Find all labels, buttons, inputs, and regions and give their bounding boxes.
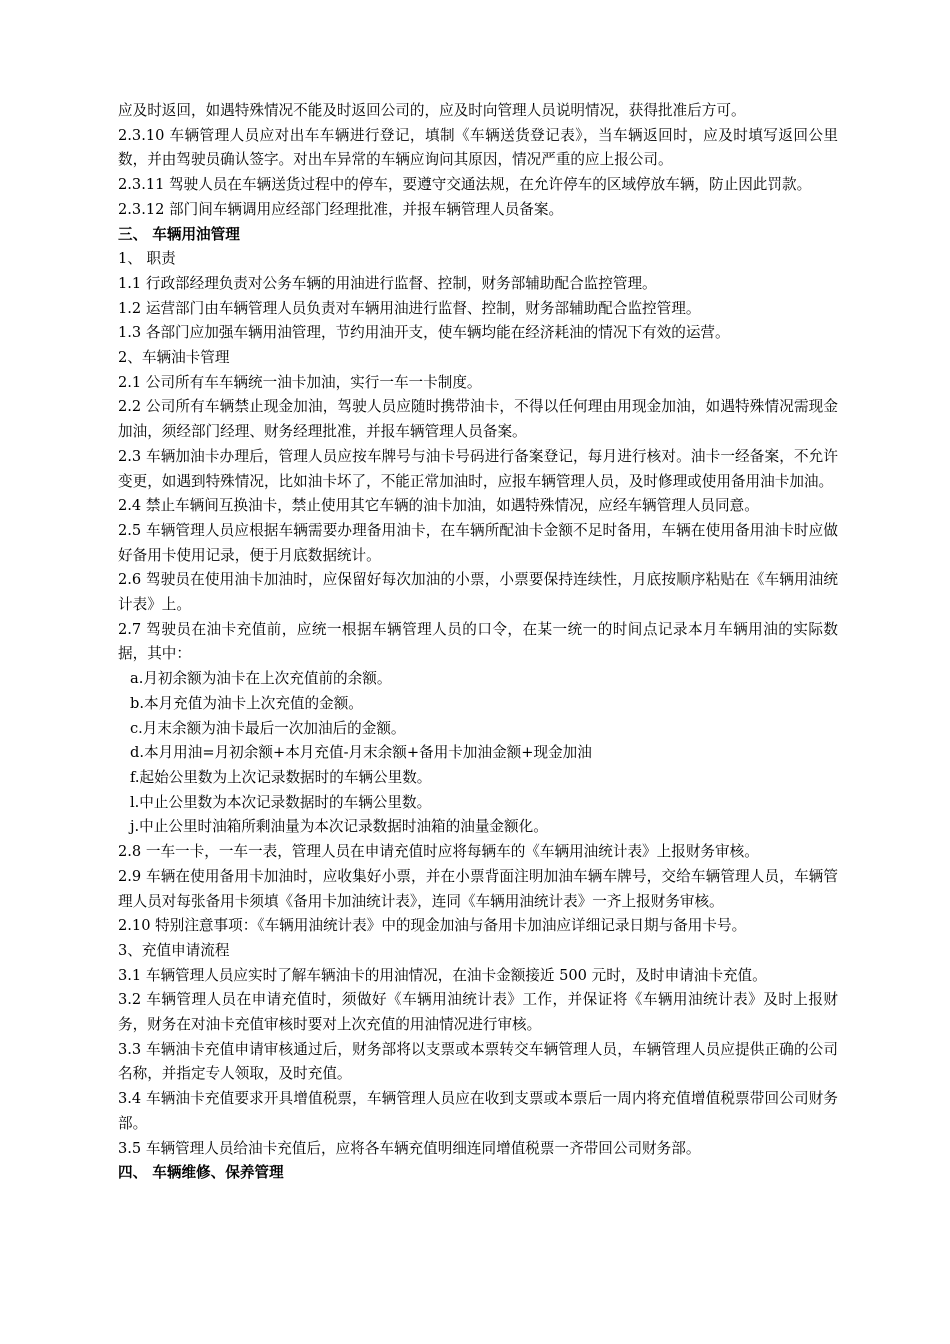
section-heading-fuel-management: 三、 车辆用油管理 [118, 225, 240, 243]
paragraph-2-1: 2.1 公司所有车车辆统一油卡加油，实行一车一卡制度。 [118, 373, 482, 391]
list-item-d: d.本月用油=月初余额+本月充值-月末余额+备用卡加油金额+现金加油 [130, 744, 592, 762]
document-page [118, 99, 838, 1186]
paragraph-3-5: 3.5 车辆管理人员给油卡充值后，应将各车辆充值明细连同增值税票一齐带回公司财务部。 [118, 1139, 701, 1157]
paragraph-3-3: 3.3 车辆油卡充值申请审核通过后，财务部将以支票或本票转交车辆管理人员，车辆管理人员应提供正确的公司名称，并指定专人领取，及时充值。 [118, 1040, 838, 1083]
subheading-fuel-card-management: 2、车辆油卡管理 [118, 349, 230, 367]
paragraph-2-2: 2.2 公司所有车辆禁止现金加油，驾驶人员应随时携带油卡，不得以任何理由用现金加油，如遇特殊情况需现金加油，须经部门经理、财务经理批准，并报车辆管理人员备案。 [118, 398, 838, 441]
list-item-j: j.中止公里时油箱所剩油量为本次记录数据时油箱的油量金额化。 [130, 818, 548, 836]
paragraph-1-2: 1.2 运营部门由车辆管理人员负责对车辆用油进行监督、控制，财务部辅助配合监控管理。 [118, 299, 701, 317]
paragraph-2-7: 2.7 驾驶员在油卡充值前，应统一根据车辆管理人员的口令，在某一统一的时间点记录本月车辆用油的实际数据，其中： [118, 620, 838, 663]
list-item-l: l.中止公里数为本次记录数据时的车辆公里数。 [130, 793, 432, 811]
paragraph-1-1: 1.1 行政部经理负责对公务车辆的用油进行监督、控制，财务部辅助配合监控管理。 [118, 274, 657, 292]
paragraph-2-4: 2.4 禁止车辆间互换油卡，禁止使用其它车辆的油卡加油，如遇特殊情况，应经车辆管理人员同意。 [118, 497, 759, 515]
list-item-b: b.本月充值为油卡上次充值的金额。 [130, 694, 363, 712]
list-item-a: a.月初余额为油卡在上次充值前的余额。 [130, 670, 392, 688]
section-heading-maintenance: 四、 车辆维修、保养管理 [118, 1164, 284, 1182]
list-item-c: c.月末余额为油卡最后一次加油后的金额。 [130, 719, 406, 737]
paragraph-return-on-time: 应及时返回，如遇特殊情况不能及时返回公司的，应及时向管理人员说明情况，获得批准后方可。 [118, 102, 746, 119]
paragraph-3-4: 3.4 车辆油卡充值要求开具增值税票，车辆管理人员应在收到支票或本票后一周内将充值增值税票带回公司财务部。 [118, 1090, 838, 1132]
paragraph-1-3: 1.3 各部门应加强车辆用油管理，节约用油开支，使车辆均能在经济耗油的情况下有效的运营。 [118, 324, 730, 342]
subheading-recharge-process: 3、充值申请流程 [118, 941, 230, 959]
paragraph-2-3-10: 2.3.10 车辆管理人员应对出车车辆进行登记，填制《车辆送货登记表》，当车辆返回时，应及时填写返回公里数，并由驾驶员确认签字。对出车异常的车辆应询问其原因，情况严重的应上报公司。 [118, 126, 838, 169]
list-item-f: f.起始公里数为上次记录数据时的车辆公里数。 [130, 768, 432, 786]
paragraph-2-9: 2.9 车辆在使用备用卡加油时，应收集好小票，并在小票背面注明加油车辆车牌号，交给车辆管理人员，车辆管理人员对每张备用卡须填《备用卡加油统计表》，连同《车辆用油统计表》一齐上报财务审核。 [118, 867, 838, 910]
paragraph-2-3: 2.3 车辆加油卡办理后，管理人员应按车牌号与油卡号码进行备案登记，每月进行核对。油卡一经备案，不允许变更，如遇到特殊情况，比如油卡坏了，不能正常加油时，应报车辆管理人员，及时修理或使用备用油卡加油。 [118, 447, 838, 490]
paragraph-2-3-11: 2.3.11 驾驶人员在车辆送货过程中的停车，要遵守交通法规，在允许停车的区域停放车辆，防止因此罚款。 [118, 176, 812, 194]
paragraph-2-8: 2.8 一车一卡，一车一表，管理人员在申请充值时应将每辆车的《车辆用油统计表》上报财务审核。 [118, 843, 759, 861]
paragraph-3-2: 3.2 车辆管理人员在申请充值时，须做好《车辆用油统计表》工作，并保证将《车辆用油统计表》及时上报财务，财务在对油卡充值审核时要对上次充值的用油情况进行审核。 [118, 991, 838, 1034]
paragraph-2-5: 2.5 车辆管理人员应根据车辆需要办理备用油卡，在车辆所配油卡金额不足时备用，车辆在使用备用油卡时应做好备用卡使用记录，便于月底数据统计。 [118, 521, 838, 564]
subheading-responsibilities: 1、 职责 [118, 250, 176, 268]
paragraph-2-6: 2.6 驾驶员在使用油卡加油时，应保留好每次加油的小票，小票要保持连续性，月底按顺序粘贴在《车辆用油统计表》上。 [118, 571, 838, 614]
paragraph-2-10: 2.10 特别注意事项：《车辆用油统计表》中的现金加油与备用卡加油应详细记录日期与备用卡号。 [118, 917, 747, 935]
paragraph-3-1: 3.1 车辆管理人员应实时了解车辆油卡的用油情况，在油卡金额接近 500 元时，及时申请油卡充值。 [118, 966, 767, 984]
paragraph-2-3-12: 2.3.12 部门间车辆调用应经部门经理批准，并报车辆管理人员备案。 [118, 200, 564, 218]
